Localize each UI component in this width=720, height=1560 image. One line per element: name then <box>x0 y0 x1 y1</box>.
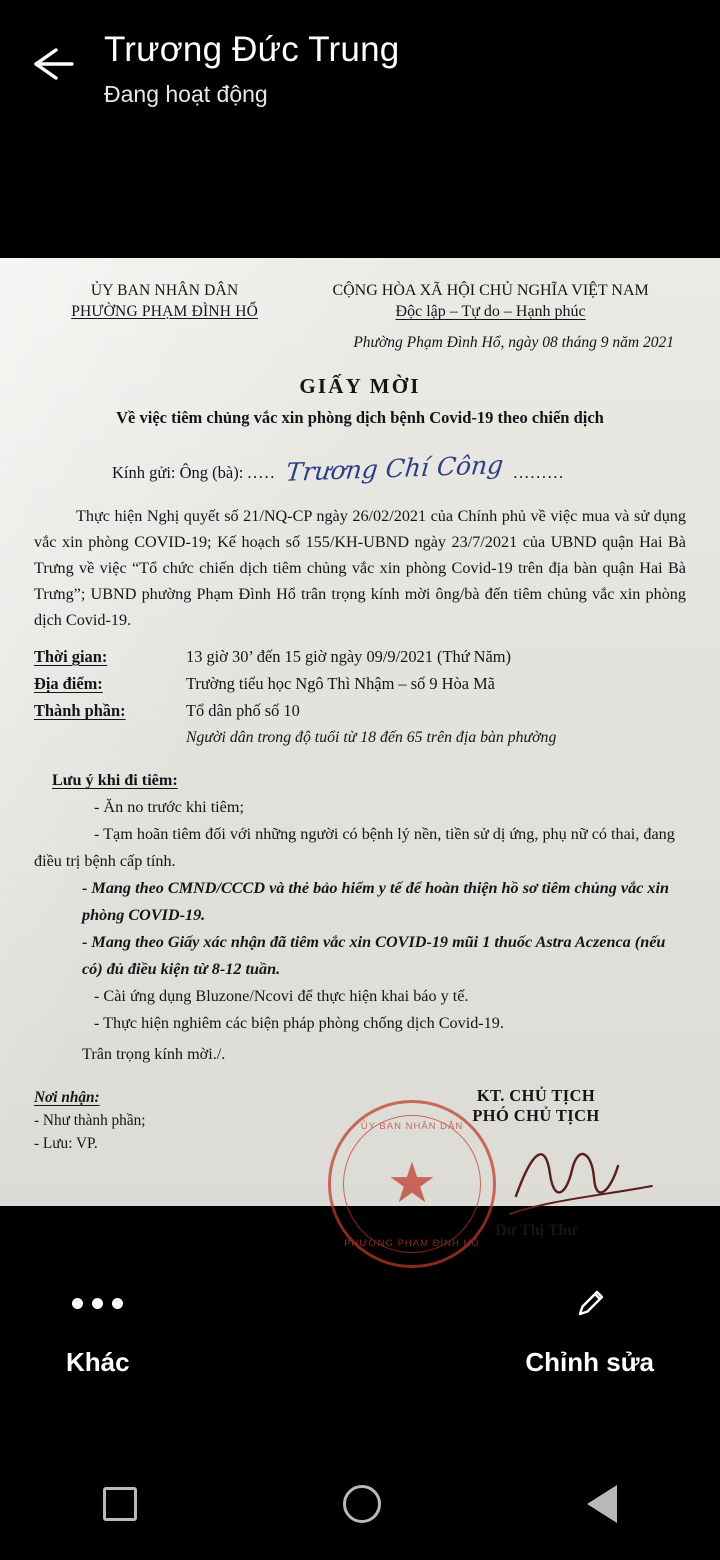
table-row <box>34 697 686 724</box>
circle-icon <box>343 1485 381 1523</box>
bottom-action-bar <box>0 1216 720 1448</box>
document-photo[interactable] <box>0 258 720 1249</box>
meeting-info-table <box>34 643 686 751</box>
more-dots-icon <box>72 1287 123 1321</box>
note-item: - Cài ứng dụng Bluzone/Ncovi để thực hiện khai báo y tế. <box>94 987 469 1005</box>
note-item: - Ăn no trước khi tiêm; <box>94 798 244 816</box>
signer-role-line-1: KT. CHỦ TỊCH <box>476 1086 596 1105</box>
contact-status: Đang hoạt động <box>104 81 268 107</box>
document-title: GIẤY MỜI <box>299 374 421 398</box>
signature-block <box>34 1086 686 1249</box>
notes-title: Lưu ý khi đi tiêm: <box>52 771 178 789</box>
recipient-dots-right: ......... <box>513 463 565 482</box>
recents-button[interactable] <box>103 1487 137 1521</box>
edit-button-label: Chỉnh sửa <box>525 1346 654 1377</box>
issuing-authority <box>34 280 295 322</box>
notes-section <box>34 767 686 1068</box>
receiver-title: Nơi nhận: <box>34 1089 100 1106</box>
info-label: Thời gian: <box>34 647 108 666</box>
seal-bottom-text: PHƯỜNG PHẠM ĐÌNH HỔ <box>344 1238 480 1249</box>
star-icon: ★ <box>386 1153 438 1215</box>
triangle-back-icon <box>587 1485 617 1523</box>
recipient-line <box>34 450 686 487</box>
national-line-1: CỘNG HÒA XÃ HỘI CHỦ NGHĨA VIỆT NAM <box>332 282 649 299</box>
note-item: - Mang theo CMND/CCCD và thẻ bảo hiểm y tế để hoàn thiện hồ sơ tiêm chủng vắc xin phòng COVID-19. <box>82 879 669 924</box>
note-item: - Thực hiện nghiêm các biện pháp phòng chống dịch Covid-19. <box>94 1014 504 1032</box>
info-extra-note: Người dân trong độ tuổi từ 18 đến 65 trên địa bàn phường <box>186 729 557 746</box>
receiver-line: - Lưu: VP. <box>34 1135 98 1152</box>
recipient-handwritten-name: Trương Chí Công <box>284 450 505 487</box>
more-button-label: Khác <box>66 1346 130 1377</box>
info-label: Địa điểm: <box>34 674 103 693</box>
info-label: Thành phần: <box>34 701 126 720</box>
document-body-paragraph: Thực hiện Nghị quyết số 21/NQ-CP ngày 26/02/2021 của Chính phủ về việc mua và sử dụng vắc xin phòng COVID-19; Kế hoạch số 155/KH-UBND ngày 23/7/2021 của UBND quận Hai Bà Trưng về việc “Tổ chức chiến dịch tiêm chủng vắc xin phòng Covid-19 trên địa bàn quận Hai Bà Trưng”; UBND phường Phạm Đình Hổ trân trọng kính mời ông/bà đến tiêm chủng vắc xin phòng dịch Covid-19. <box>34 507 686 629</box>
signer-name: Dư Thị Thư <box>495 1222 577 1239</box>
system-navigation-bar <box>0 1448 720 1560</box>
square-icon <box>103 1487 137 1521</box>
home-button[interactable] <box>343 1485 381 1523</box>
document-content <box>0 258 720 1249</box>
official-seal-stamp <box>328 1100 496 1268</box>
recipient-dots-left: ..... <box>247 463 276 482</box>
more-button[interactable] <box>66 1287 130 1378</box>
handwritten-signature <box>506 1126 656 1236</box>
arrow-left-icon <box>28 44 76 84</box>
receiver-line: - Như thành phần; <box>34 1112 146 1129</box>
image-viewer[interactable] <box>0 248 720 1249</box>
note-item: - Tạm hoãn tiêm đối với những người có bệnh lý nền, tiền sử dị ứng, phụ nữ có thai, đang điều trị bệnh cấp tính. <box>34 825 675 870</box>
table-row <box>34 670 686 697</box>
authority-line-1: ỦY BAN NHÂN DÂN <box>90 282 239 299</box>
note-item: - Mang theo Giấy xác nhận đã tiêm vắc xin COVID-19 mũi 1 thuốc Astra Aczenca (nếu có) đủ điều kiện từ 8-12 tuần. <box>82 933 666 978</box>
national-heading <box>295 280 686 322</box>
appbar-titles <box>104 18 399 110</box>
receiver-list <box>34 1086 146 1240</box>
info-value: Trường tiểu học Ngô Thì Nhậm – số 9 Hòa Mã <box>186 674 495 693</box>
info-value: 13 giờ 30’ đến 15 giờ ngày 09/9/2021 (Thứ Năm) <box>186 647 511 666</box>
place-and-date: Phường Phạm Đình Hổ, ngày 08 tháng 9 năm 2021 <box>353 334 674 351</box>
recipient-label: Kính gửi: Ông (bà): <box>112 463 244 482</box>
back-nav-button[interactable] <box>587 1485 617 1523</box>
info-value: Tổ dân phố số 10 <box>186 701 300 720</box>
table-row <box>34 643 686 670</box>
signer-role-line-2: PHÓ CHỦ TỊCH <box>472 1106 600 1125</box>
closing-line: Trân trọng kính mời./. <box>82 1045 226 1063</box>
app-bar <box>0 0 720 248</box>
document-header <box>34 280 686 322</box>
national-line-2: Độc lập – Tự do – Hạnh phúc <box>395 303 586 320</box>
seal-top-text: ỦY BAN NHÂN DÂN <box>360 1121 464 1132</box>
authority-line-2: PHƯỜNG PHẠM ĐÌNH HỔ <box>71 303 258 320</box>
edit-button[interactable] <box>525 1287 654 1378</box>
back-button[interactable] <box>0 18 104 110</box>
contact-name: Trương Đức Trung <box>104 30 400 69</box>
pencil-icon <box>573 1287 607 1321</box>
document-subtitle: Về việc tiêm chủng vắc xin phòng dịch bệnh Covid-19 theo chiến dịch <box>116 408 604 427</box>
signer-area <box>344 1086 686 1249</box>
